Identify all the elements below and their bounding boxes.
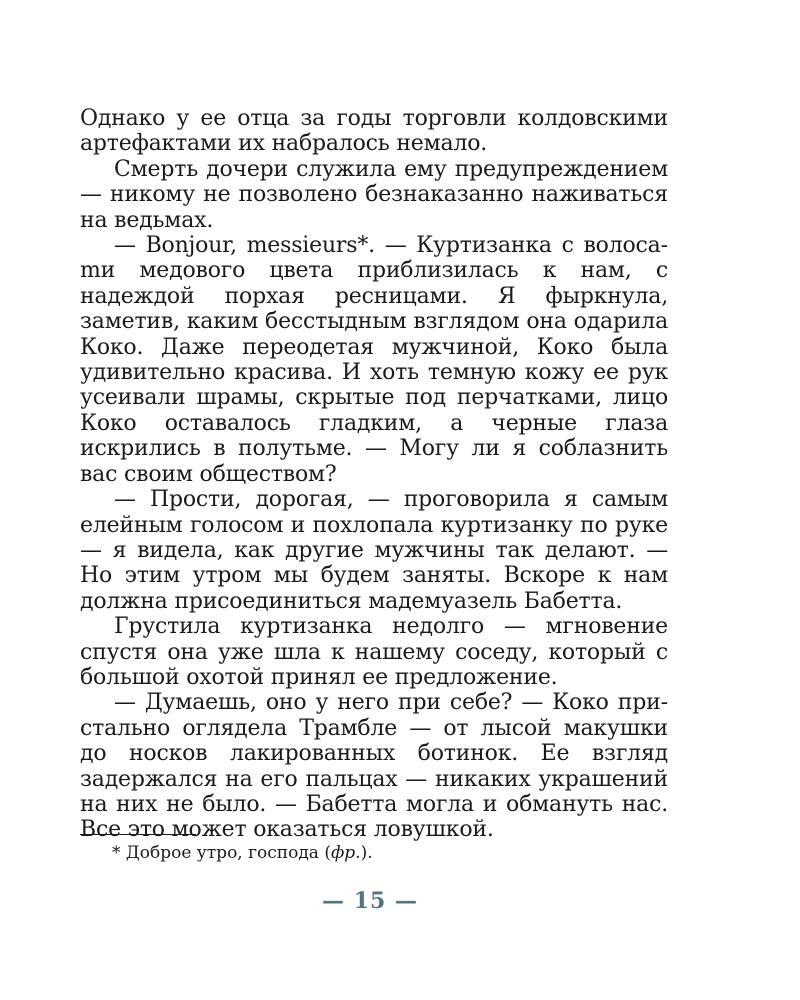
main-text [80, 106, 668, 843]
paragraph: Однако у ее отца за годы торговли колдовскими артефактами их набралось немало. [80, 106, 668, 157]
footnote-tail: ). [360, 843, 373, 863]
page-number: — 15 — [322, 888, 418, 914]
paragraph: — Думаешь, оно у него при себе? — Коко пристально оглядела Трамбле — от лысой макушки до носков лакированных ботинок. Ее взгляд задержался на его пальцах — никаких украшений на них не было. — Бабетта могла и обмануть нас. Все это может оказаться ловушкой. [80, 690, 668, 843]
footnote-language: фр. [330, 843, 361, 863]
paragraph: — Bonjour, messieurs*. — Куртизанка с волосаmи медового цвета приблизилась к нам, с надеждой порхая ресницами. Я фыркнула, заметив, каким бесстыдным взглядом она одарила Коко. Даже переодетая мужчиной, Коко была удивительно красива. И хоть темную кожу ее рук усеивали шрамы, скрытые под перчатками, лицо Коко оставалось гладким, а черные глаза искрились в полутьме. — Могу ли я соблазнить вас своим обществом? [80, 233, 668, 487]
footnote-text: Доброе утро, господа ( [125, 843, 331, 863]
footnote [112, 842, 373, 864]
paragraph: — Прости, дорогая, — проговорила я самым елейным голосом и похлопала куртизанку по руке — я видела, как другие мужчины так делают. — Но этим утром мы будем заняты. Вскоре к нам должна присоединиться мадемуазель Бабетта. [80, 487, 668, 614]
paragraph: Грустила куртизанка недолго — мгновение спустя она уже шла к нашему соседу, который с большой охотой принял ее предложение. [80, 614, 668, 690]
footnote-divider [80, 834, 196, 835]
footnote-marker: * [112, 843, 121, 863]
paragraph: Смерть дочери служила ему предупреждением — никому не позволено безнаказанно наживаться на ведьмах. [80, 156, 668, 233]
